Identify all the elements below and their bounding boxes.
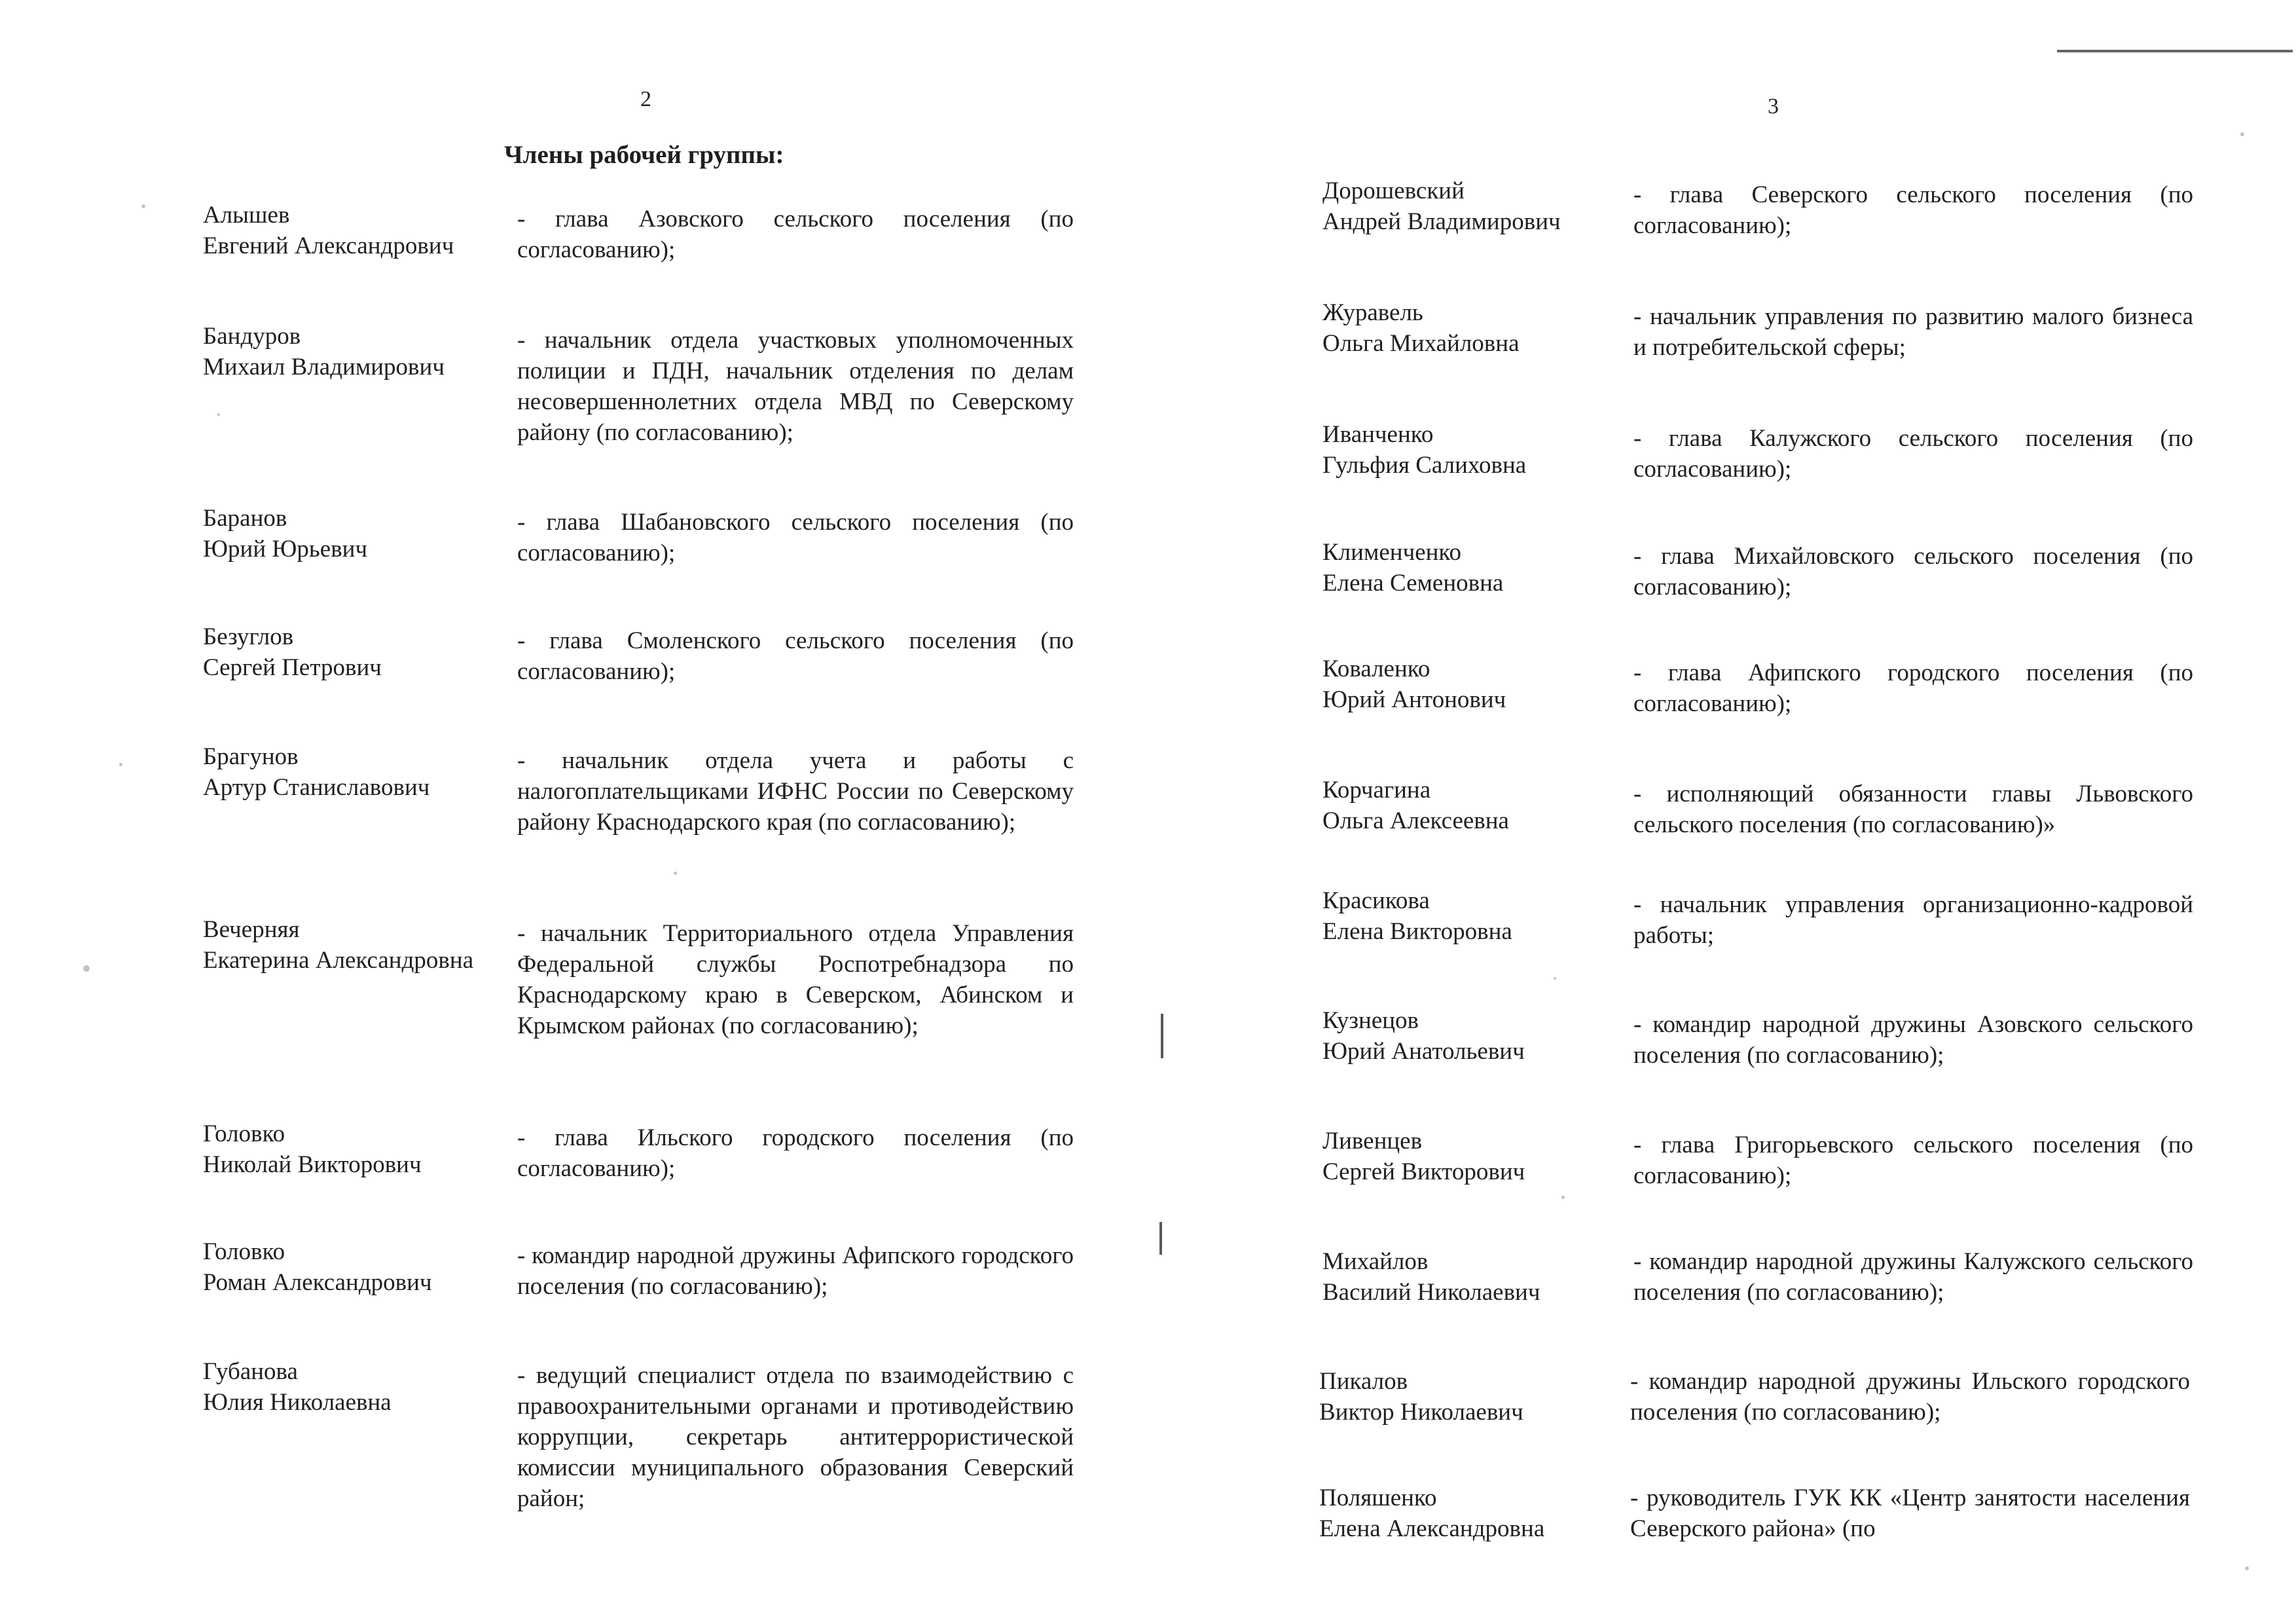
member-entry [1322,297,2193,363]
scan-speck [217,413,220,416]
member-position: - глава Шабановского сельского поселения (по согласованию); [517,509,1074,566]
member-name: Пикалов Виктор Николаевич [1319,1368,1523,1426]
member-entry [1319,1483,2190,1544]
member-entry [203,1236,1074,1302]
right-page [1159,0,2296,1624]
member-name: Красикова Елена Викторовна [1322,887,1512,945]
member-position: - командир народной дружины Афипского городского поселения (по согласованию); [517,1242,1074,1300]
member-name: Кузнецов Юрий Анатольевич [1322,1007,1525,1065]
member-name: Поляшенко Елена Александровна [1319,1485,1545,1542]
member-position: - глава Афипского городского поселения (по согласованию); [1633,659,2193,717]
member-name: Иванченко Гульфия Салиховна [1322,421,1527,479]
member-position: - ведущий специалист отдела по взаимодействию с правоохранительными органами и противодействию коррупции, секретарь антитеррористической комиссии муниципального образования Северский район; [517,1362,1074,1512]
member-name: Журавель Ольга Михайловна [1322,299,1520,357]
member-position: - глава Северского сельского поселения (по согласованию); [1633,181,2193,239]
page-number: 3 [1768,94,1779,119]
member-position: - начальник управления организационно-кадровой работы; [1633,891,2193,949]
scan-speck [119,763,122,766]
member-entry [1319,1366,2190,1428]
scan-speck [83,965,90,972]
scan-speck [1561,1196,1565,1199]
member-entry [1322,885,2193,951]
member-position: - глава Михайловского сельского поселения (по согласованию); [1633,543,2193,600]
member-name: Ливенцев Сергей Викторович [1322,1128,1525,1185]
page-number: 2 [640,87,651,111]
member-entry [1322,1126,2193,1191]
member-name: Головко Николай Викторович [203,1120,422,1178]
member-entry [203,321,1074,448]
member-entry [203,741,1074,838]
scan-speck [1554,977,1556,980]
member-name: Баранов Юрий Юрьевич [203,505,368,563]
member-name: Коваленко Юрий Антонович [1322,655,1506,713]
member-position: - глава Калужского сельского поселения (по согласованию); [1633,425,2193,483]
member-name: Безуглов Сергей Петрович [203,623,382,681]
member-name: Бандуров Михаил Владимирович [203,323,445,380]
member-position: - глава Ильского городского поселения (по согласованию); [517,1124,1074,1182]
member-position: - командир народной дружины Ильского городского поселения (по согласованию); [1630,1368,2190,1426]
member-entry [1322,654,2193,719]
scan-speck [2245,1566,2249,1570]
member-entry [1322,537,2193,602]
member-position: - глава Смоленского сельского поселения (по согласованию); [517,627,1074,685]
scan-speck [674,872,677,875]
member-name: Корчагина Ольга Алексеевна [1322,777,1509,834]
member-position: - начальник отдела участковых уполномоченных полиции и ПДН, начальник отделения по делам несовершеннолетних отдела МВД по Северскому району (по согласованию); [517,327,1074,446]
member-position: - руководитель ГУК КК «Центр занятости населения Северского района» (по [1630,1485,2190,1542]
member-name: Алышев Евгений Александрович [203,202,454,259]
member-name: Михайлов Василий Николаевич [1322,1248,1540,1306]
member-entry [1322,1005,2193,1071]
member-name: Клименченко Елена Семеновна [1322,539,1504,597]
member-entry [1322,775,2193,840]
member-entry [203,621,1074,687]
member-entry [203,503,1074,568]
member-position: - начальник отдела учета и работы с налогоплательщиками ИФНС России по Северскому району Краснодарского края (по согласованию); [517,747,1074,836]
member-position: - командир народной дружины Азовского сельского поселения (по согласованию); [1633,1011,2193,1069]
member-entry [1322,175,2193,241]
member-entry [203,1118,1074,1184]
corner-rule [2057,50,2293,52]
member-position: - исполняющий обязанности главы Львовского сельского поселения (по согласованию)» [1633,781,2193,838]
member-name: Дорошевский Андрей Владимирович [1322,177,1561,235]
scan-speck [2240,132,2244,136]
scan-speck [141,204,145,208]
member-position: - глава Азовского сельского поселения (по согласованию); [517,206,1074,263]
member-name: Брагунов Артур Станиславович [203,743,430,801]
member-entry [203,200,1074,265]
member-position: - глава Григорьевского сельского поселения (по согласованию); [1633,1132,2193,1189]
member-entry [203,914,1074,1041]
member-name: Головко Роман Александрович [203,1238,432,1296]
member-entry [203,1356,1074,1514]
member-name: Губанова Юлия Николаевна [203,1358,392,1416]
member-position: - начальник управления по развитию малого бизнеса и потребительской сферы; [1633,303,2193,361]
member-position: - начальник Территориального отдела Управления Федеральной службы Роспотребнадзора по Краснодарскому краю в Северском, Абинском и Крымском районах (по согласованию); [517,920,1074,1039]
member-entry [1322,1246,2193,1308]
member-entry [1322,419,2193,485]
section-title: Члены рабочей группы: [504,141,784,169]
member-name: Вечерняя Екатерина Александровна [203,916,474,974]
member-position: - командир народной дружины Калужского сельского поселения (по согласованию); [1633,1248,2193,1306]
